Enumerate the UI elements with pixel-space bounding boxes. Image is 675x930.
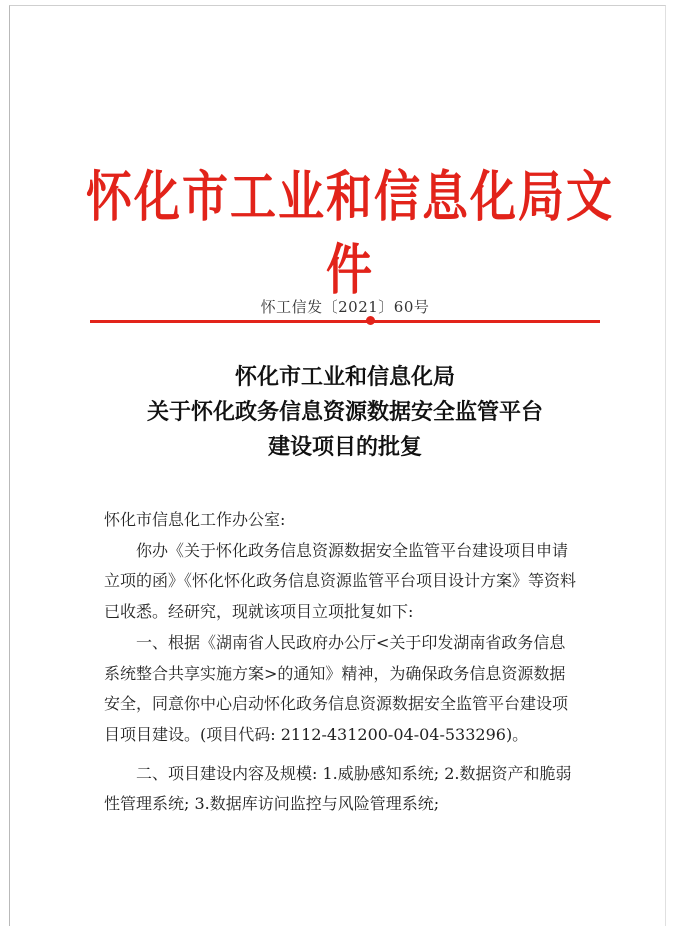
title-line: 关于怀化政务信息资源数据安全监管平台 [146, 399, 543, 425]
paragraph: 你办《关于怀化政务信息资源数据安全监管平台建设项目申请立项的函》《怀化怀化政务信息资源监管平台项目设计方案》等资料已收悉。经研究，现就该项目立项批复如下: [104, 540, 577, 622]
document-title [70, 360, 620, 465]
document-number: 怀工信发〔2021〕60号 [260, 298, 430, 316]
red-divider-line [90, 320, 600, 323]
document-header-title: 怀化市工业和信息化局文件 [86, 164, 614, 302]
paragraph: 一、根据《湖南省人民政府办公厅<关于印发湖南省政务信息系统整合共享实施方案>的通知》精神，为确保政务信息资源数据安全，同意你中心启动怀化政务信息资源数据安全监管平台建设项目项目建设。(项目代码: 2112-431200-04-04-533296)。 [104, 632, 569, 744]
recipient: 怀化市信息化工作办公室: [104, 510, 286, 529]
paragraph: 二、项目建设内容及规模: 1.威胁感知系统; 2.数据资产和脆弱性管理系统; 3.数据库访问监控与风险管理系统; [104, 763, 572, 814]
title-line: 怀化市工业和信息化局 [234, 364, 455, 390]
title-line: 建设项目的批复 [267, 434, 422, 460]
red-star-dot [366, 316, 375, 325]
document-body [104, 505, 580, 820]
